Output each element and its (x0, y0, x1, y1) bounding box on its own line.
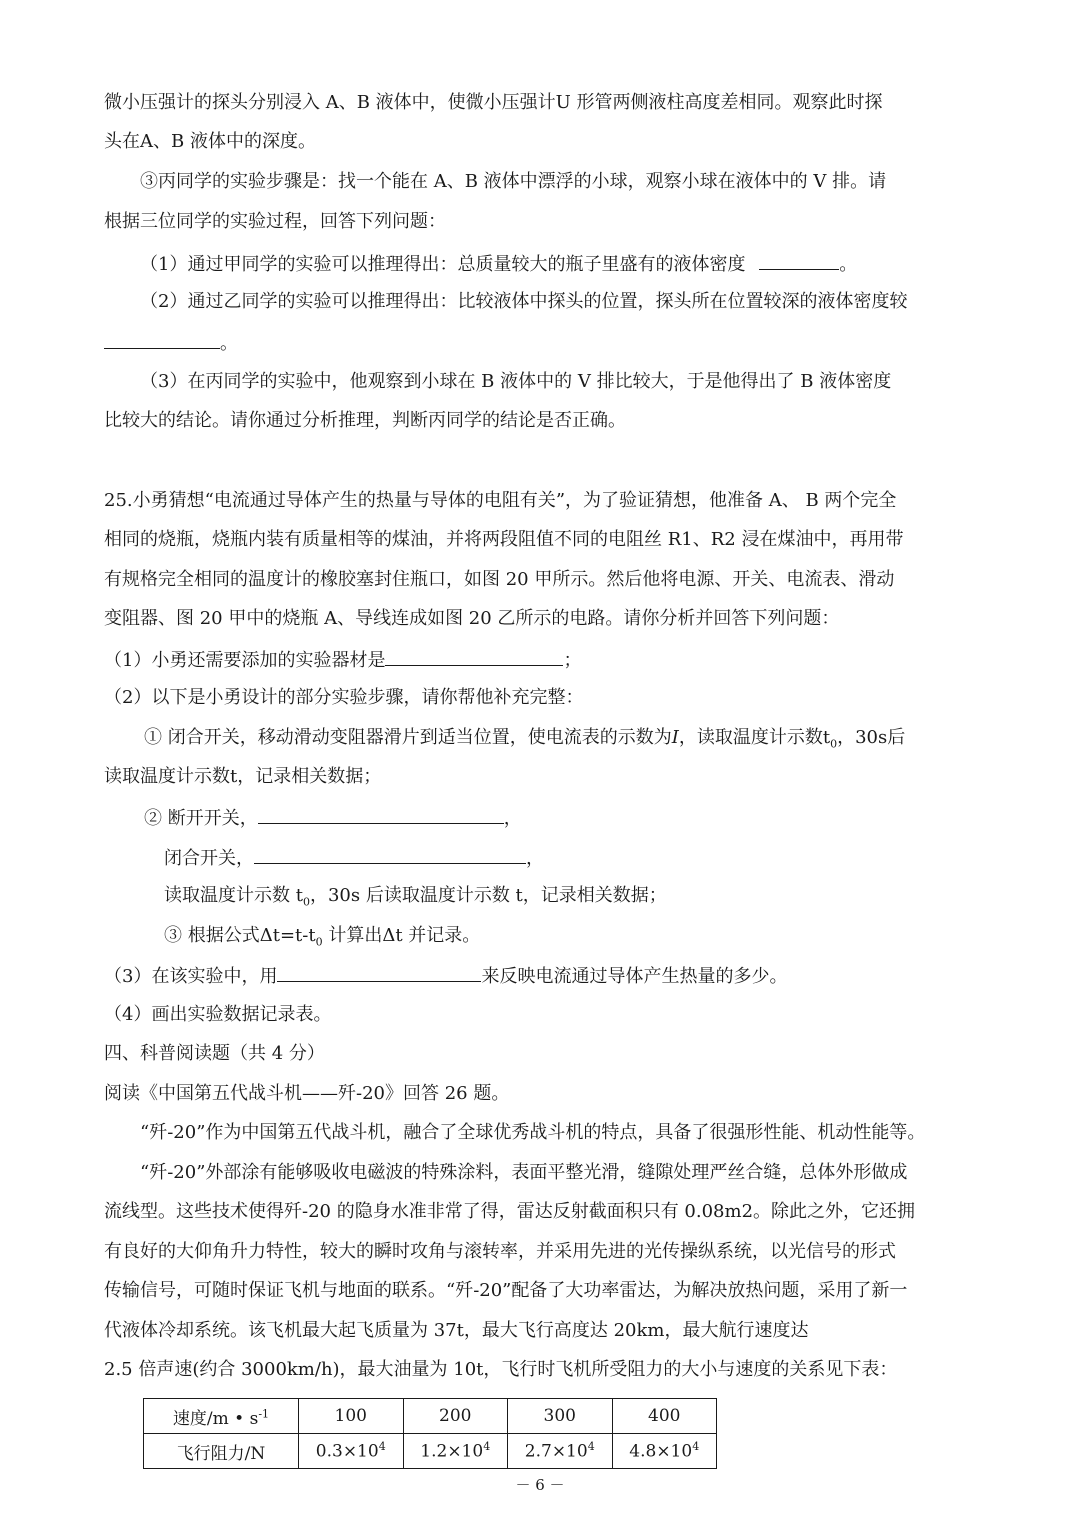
text-span: ； (563, 650, 582, 671)
text-span: 闭合开关， (164, 848, 254, 869)
table-cell: 400 (612, 1399, 717, 1434)
table-cell: 100 (299, 1399, 404, 1434)
text-span: ③ 根据公式Δt=t-t (164, 925, 316, 946)
q25-step-2b (164, 845, 544, 871)
table-cell (299, 1434, 404, 1469)
text-span: ① 闭合开关，移动滑动变阻器滑片到适当位置，使电流表的示数为 (144, 727, 672, 748)
subscript: 0 (302, 895, 310, 909)
text-line: 阅读《中国第五代战斗机——歼-20》回答 26 题。 (104, 1083, 510, 1104)
text-span: ，读取温度计示数t (678, 727, 831, 748)
text-span: ，30s 后读取温度计示数 t，记录相关数据； (309, 885, 667, 906)
text-span: 来反映电流通过导体产生热量的多少。 (481, 966, 788, 987)
text-line: 比较大的结论。请你通过分析推理，判断丙同学的结论是否正确。 (104, 410, 626, 431)
superscript: -1 (258, 1406, 270, 1420)
text-line: 变阻器、图 20 甲中的烧瓶 A、导线连成如图 20 乙所示的电路。请你分析并回答下列问题： (104, 608, 840, 629)
text-line: 相同的烧瓶，烧瓶内装有质量相等的煤油，并将两段阻值不同的电阻丝 R1、R2 浸在煤油中，再用带 (104, 529, 904, 550)
superscript: 4 (378, 1440, 386, 1454)
table-cell (403, 1434, 508, 1469)
text-line: 头在A、B 液体中的深度。 (104, 131, 316, 152)
text-span: 0.3×10 (315, 1441, 379, 1462)
text-span: ，30s后 (837, 727, 906, 748)
text-span: 2.7×10 (524, 1441, 588, 1462)
answer-blank[interactable] (104, 330, 220, 349)
q25-part-3 (104, 963, 787, 989)
text-line: 有规格完全相同的温度计的橡胶塞封住瓶口，如图 20 甲所示。然后他将电源、开关、电流表、滑动 (104, 569, 895, 590)
text-line: 微小压强计的探头分别浸入 A、B 液体中，使微小压强计U 形管两侧液柱高度差相同。观察此时探 (104, 92, 883, 113)
page-number: － 6 － (515, 1476, 565, 1494)
text-span: 读取温度计示数 t (164, 885, 303, 906)
text-line: （4）画出实验数据记录表。 (104, 1004, 332, 1025)
answer-blank[interactable] (258, 805, 504, 824)
table-cell: 300 (508, 1399, 613, 1434)
text-span: 计算出Δt 并记录。 (322, 925, 481, 946)
table-cell (508, 1434, 613, 1469)
answer-blank[interactable] (277, 963, 481, 982)
text-span: （1）通过甲同学的实验可以推理得出：总质量较大的瓶子里盛有的液体密度 (140, 254, 746, 275)
text-line: 有良好的大仰角升力特性，较大的瞬时攻角与滚转率，并采用先进的光传操纵系统，以光信号的形式 (104, 1241, 896, 1262)
text-span: 。 (220, 333, 238, 354)
superscript: 4 (692, 1440, 700, 1454)
text-span: I (671, 727, 679, 748)
text-line: （2）通过乙同学的实验可以推理得出：比较液体中探头的位置，探头所在位置较深的液体密度较 (140, 291, 908, 312)
subscript: 0 (315, 935, 323, 949)
table-cell (612, 1434, 717, 1469)
text-span: ② 断开开关， (144, 808, 258, 829)
superscript: 4 (483, 1440, 491, 1454)
text-line: ③丙同学的实验步骤是：找一个能在 A、B 液体中漂浮的小球，观察小球在液体中的 V 排。请 (140, 171, 887, 192)
text-line: 读取温度计示数t，记录相关数据； (104, 766, 382, 787)
text-line: 根据三位同学的实验过程，回答下列问题： (104, 211, 446, 232)
q25-step-3 (164, 924, 480, 955)
q25-part-1 (104, 647, 581, 673)
section-heading: 四、科普阅读题（共 4 分） (104, 1043, 325, 1064)
q25-step-1 (144, 726, 905, 757)
table-cell: 200 (403, 1399, 508, 1434)
table-cell: 飞行阻力/N (144, 1434, 299, 1469)
text-span: （1）小勇还需要添加的实验器材是 (104, 650, 386, 671)
text-span: 4.8×10 (629, 1441, 693, 1462)
superscript: 4 (587, 1440, 595, 1454)
question-2-blank (104, 330, 238, 356)
text-span: 1.2×10 (420, 1441, 484, 1462)
speed-drag-table (143, 1398, 717, 1469)
text-span: （3）在该实验中，用 (104, 966, 278, 987)
text-span: ， (526, 848, 544, 869)
table-cell (144, 1399, 299, 1434)
answer-blank[interactable] (254, 845, 526, 864)
text-line: 25.小勇猜想“电流通过导体产生的热量与导体的电阻有关”，为了验证猜想，他准备 A、 B 两个完全 (104, 490, 897, 511)
subscript: 0 (830, 737, 838, 751)
text-line: 流线型。这些技术使得歼-20 的隐身水准非常了得，雷达反射截面积只有 0.08m2。除此之外，它还拥 (104, 1201, 916, 1222)
text-line: “歼-20”外部涂有能够吸收电磁波的特殊涂料，表面平整光滑，缝隙处理严丝合缝，总体外形做成 (140, 1162, 908, 1183)
text-span: 速度/m • s (172, 1408, 259, 1429)
text-line: “歼-20”作为中国第五代战斗机，融合了全球优秀战斗机的特点，具备了很强形性能、机动性能等。 (140, 1122, 926, 1143)
text-line: （3）在丙同学的实验中，他观察到小球在 B 液体中的 V 排比较大，于是他得出了 B 液体密度 (140, 371, 892, 392)
text-span: ， (503, 808, 522, 829)
answer-blank[interactable] (759, 251, 839, 270)
question-1: （1）通过甲同学的实验可以推理得出：总质量较大的瓶子里盛有的液体密度 。 (140, 251, 857, 277)
q25-step-2c (164, 884, 667, 915)
text-line: 传输信号，可随时保证飞机与地面的联系。“歼-20”配备了大功率雷达，为解决放热问题，采用了新一 (104, 1280, 908, 1301)
table-row (144, 1399, 717, 1434)
q25-step-2a (144, 805, 522, 831)
answer-blank[interactable] (385, 647, 563, 666)
table-row (144, 1434, 717, 1469)
text-line: 2.5 倍声速(约合 3000km/h)，最大油量为 10t，飞行时飞机所受阻力的大小与速度的关系见下表： (104, 1359, 898, 1380)
text-line: 代液体冷却系统。该飞机最大起飞质量为 37t，最大飞行高度达 20km，最大航行速度达 (104, 1320, 809, 1341)
text-line: （2）以下是小勇设计的部分实验步骤，请你帮他补充完整： (104, 687, 584, 708)
